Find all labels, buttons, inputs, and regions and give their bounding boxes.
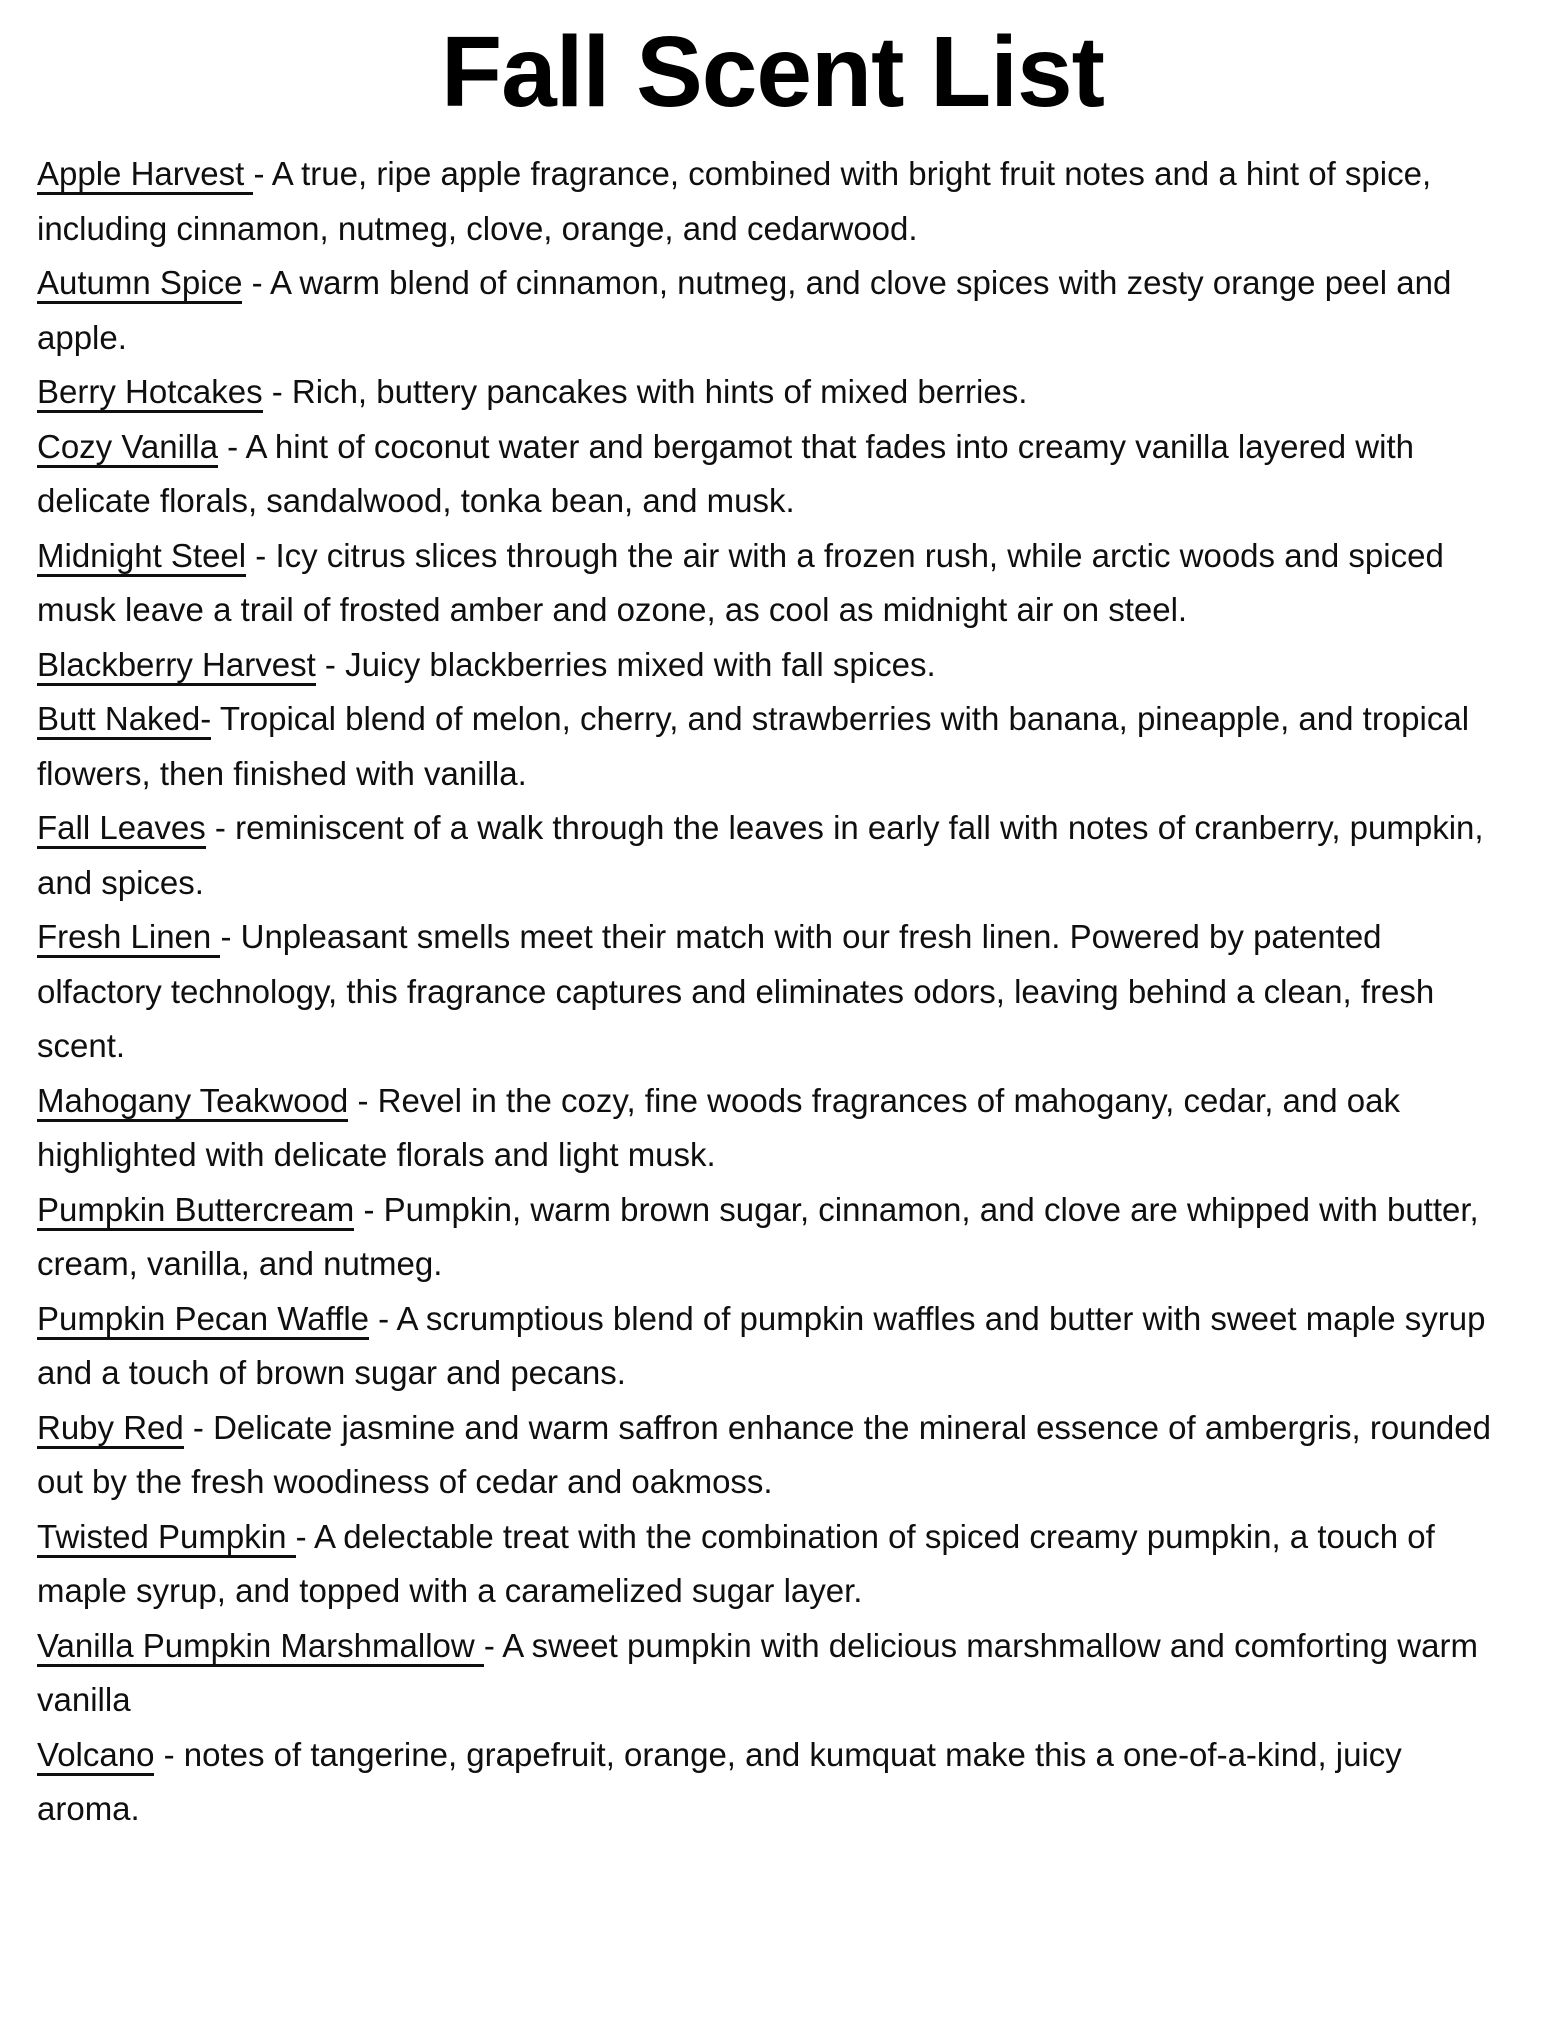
scent-entry — [37, 1183, 1509, 1292]
document-page — [0, 16, 1545, 2022]
scent-name: Fresh Linen — [37, 918, 220, 958]
scent-entry — [37, 1401, 1509, 1510]
scent-separator: - — [205, 809, 236, 846]
scent-description: Juicy blackberries mixed with fall spices. — [345, 645, 936, 683]
scent-name: Midnight Steel — [37, 537, 246, 577]
scent-entry — [37, 692, 1509, 801]
scent-separator: - — [217, 427, 246, 465]
scent-entry — [37, 147, 1509, 256]
scent-name: Mahogany Teakwood — [37, 1082, 348, 1122]
scent-description: Pumpkin, warm brown sugar, cinnamon, and clove are whipped with butter, cream, vanilla, and nutmeg. — [37, 1190, 1479, 1282]
scent-entry — [37, 1292, 1509, 1401]
scent-name: Blackberry Harvest — [37, 646, 316, 686]
scent-name: Butt Naked- — [37, 700, 211, 740]
scent-separator: - — [154, 1735, 184, 1773]
scent-name: Volcano — [37, 1736, 154, 1776]
scent-description: Revel in the cozy, fine woods fragrances of mahogany, cedar, and oak highlighted with delicate florals and light musk. — [37, 1081, 1400, 1173]
scent-separator: - — [369, 1299, 397, 1337]
scent-description: notes of tangerine, grapefruit, orange, and kumquat make this a one-of-a-kind, juicy aroma. — [37, 1735, 1402, 1827]
scent-entry — [37, 256, 1509, 365]
scent-name: Twisted Pumpkin — [37, 1518, 296, 1558]
scent-description: Icy citrus slices through the air with a frozen rush, while arctic woods and spiced musk leave a trail of frosted amber and ozone, as cool as midnight air on steel. — [37, 536, 1444, 628]
scent-description: Tropical blend of melon, cherry, and strawberries with banana, pineapple, and tropical flowers, then finished with vanilla. — [37, 700, 1470, 792]
scent-description: Unpleasant smells meet their match with our fresh linen. Powered by patented olfactory technology, this fragrance captures and eliminates odors, leaving behind a clean, fresh scent. — [37, 918, 1435, 1064]
scent-separator: - — [354, 1190, 384, 1228]
scent-entry — [37, 638, 1509, 693]
page-title: Fall Scent List — [441, 16, 1104, 128]
scent-name: Fall Leaves — [37, 809, 206, 849]
scent-separator: - — [483, 1626, 503, 1664]
scent-entry — [37, 801, 1509, 910]
scent-separator: - — [295, 1517, 314, 1555]
scent-entry — [37, 1510, 1509, 1619]
scent-description: A sweet pumpkin with delicious marshmallow and comforting warm vanilla — [37, 1626, 1478, 1718]
scent-description: A delectable treat with the combination of spiced creamy pumpkin, a touch of maple syrup, and topped with a caramelized sugar layer. — [37, 1517, 1435, 1609]
scent-separator: - — [242, 264, 270, 301]
scent-separator — [211, 700, 220, 737]
scent-name: Pumpkin Buttercream — [37, 1191, 354, 1231]
scent-description: reminiscent of a walk through the leaves in early fall with notes of cranberry, pumpkin, and spices. — [37, 809, 1484, 901]
scent-entry — [37, 420, 1509, 529]
scent-entry — [37, 365, 1509, 420]
scent-description: A true, ripe apple fragrance, combined with bright fruit notes and a hint of spice, including cinnamon, nutmeg, clove, orange, and cedarwood. — [37, 155, 1432, 247]
scent-entry — [37, 1074, 1509, 1183]
scent-separator: - — [315, 645, 346, 683]
scent-entry — [37, 529, 1509, 638]
scent-name: Cozy Vanilla — [37, 428, 218, 468]
scent-description: A hint of coconut water and bergamot that fades into creamy vanilla layered with delicate florals, sandalwood, tonka bean, and musk. — [37, 427, 1414, 519]
scent-entry — [37, 1728, 1509, 1837]
scent-separator: - — [262, 373, 292, 410]
scent-separator: - — [348, 1081, 378, 1119]
scent-description: A warm blend of cinnamon, nutmeg, and clove spices with zesty orange peel and apple. — [37, 264, 1452, 356]
scent-name: Apple Harvest — [37, 155, 253, 195]
scent-name: Pumpkin Pecan Waffle — [37, 1300, 369, 1340]
scent-description: Rich, buttery pancakes with hints of mixed berries. — [291, 373, 1028, 410]
scent-entry — [37, 910, 1509, 1074]
scent-list — [37, 147, 1509, 1837]
scent-description: A scrumptious blend of pumpkin waffles and butter with sweet maple syrup and a touch of brown sugar and pecans. — [37, 1299, 1486, 1391]
scent-separator: - — [246, 536, 276, 574]
scent-name: Ruby Red — [37, 1409, 184, 1449]
scent-name: Vanilla Pumpkin Marshmallow — [37, 1627, 484, 1667]
scent-description: Delicate jasmine and warm saffron enhance the mineral essence of ambergris, rounded out by the fresh woodiness of cedar and oakmoss. — [37, 1408, 1491, 1500]
scent-separator: - — [220, 918, 241, 955]
scent-separator: - — [253, 155, 272, 192]
scent-name: Berry Hotcakes — [37, 373, 263, 413]
scent-entry — [37, 1619, 1509, 1728]
scent-separator: - — [183, 1408, 214, 1446]
scent-name: Autumn Spice — [37, 264, 242, 304]
